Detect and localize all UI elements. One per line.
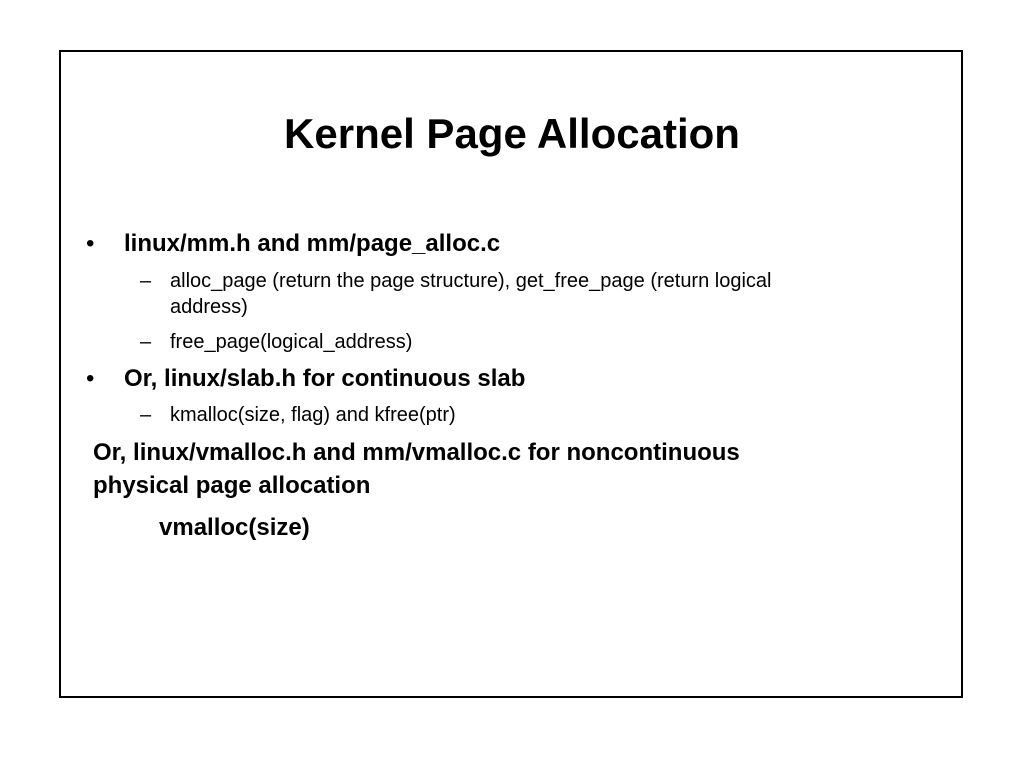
subitem-kmalloc: kmalloc(size, flag) and kfree(ptr) xyxy=(170,404,456,426)
slide-title: Kernel Page Allocation xyxy=(284,110,740,157)
dash-marker: – xyxy=(140,331,152,353)
dash-marker: – xyxy=(140,270,152,292)
subitem-alloc-page-line2: address) xyxy=(170,296,248,318)
subitem-free-page: free_page(logical_address) xyxy=(170,331,413,353)
bullet-marker: • xyxy=(86,230,95,257)
paragraph-vmalloc-line1: Or, linux/vmalloc.h and mm/vmalloc.c for noncontinuous xyxy=(93,439,740,466)
subitem-alloc-page-line1: alloc_page (return the page structure), get_free_page (return logical xyxy=(170,270,772,292)
bullet-marker: • xyxy=(86,365,95,392)
paragraph-vmalloc-line2: physical page allocation xyxy=(93,472,371,499)
code-vmalloc: vmalloc(size) xyxy=(159,514,310,541)
bullet-text-slab: Or, linux/slab.h for continuous slab xyxy=(124,365,526,392)
bullet-text-mm: linux/mm.h and mm/page_alloc.c xyxy=(124,230,501,257)
dash-marker: – xyxy=(140,404,152,426)
